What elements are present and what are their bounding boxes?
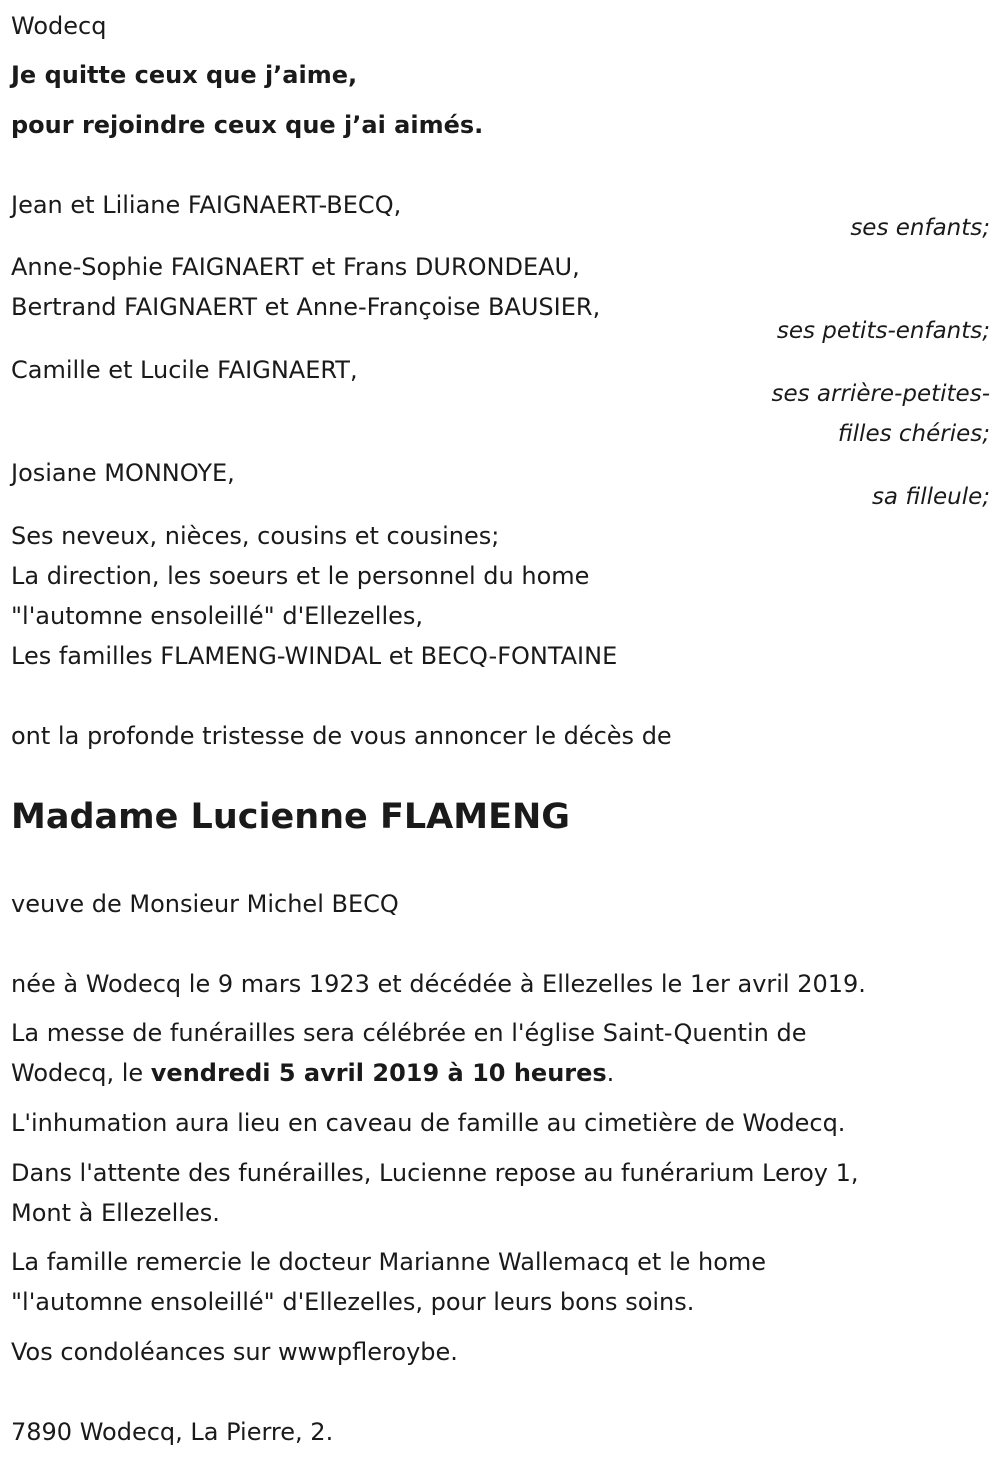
goddaughter-role: sa filleule;: [871, 484, 990, 510]
thanks-line-2: "l'automne ensoleillé" d'Ellezelles, pour leurs bons soins.: [11, 1288, 695, 1316]
others-line-4: Les familles FLAMENG-WINDAL et BECQ-FONTAINE: [11, 642, 618, 670]
mass-line-2: [11, 1053, 614, 1093]
address-text: 7890 Wodecq, La Pierre, 2.: [11, 1418, 334, 1446]
great-grandchildren-names: Camille et Lucile FAIGNAERT,: [11, 356, 358, 384]
goddaughter-name: Josiane MONNOYE,: [11, 459, 235, 487]
condolences-text: Vos condoléances sur wwwpfleroybe.: [11, 1338, 458, 1366]
grandchildren-names-2: Bertrand FAIGNAERT et Anne-Françoise BAUSIER,: [11, 293, 601, 321]
others-line-3: "l'automne ensoleillé" d'Ellezelles,: [11, 602, 424, 630]
announcement-text: ont la profonde tristesse de vous annoncer le décès de: [11, 722, 672, 750]
mass-date-suffix: .: [606, 1059, 615, 1087]
burial-text: L'inhumation aura lieu en caveau de famille au cimetière de Wodecq.: [11, 1109, 846, 1137]
others-line-2: La direction, les soeurs et le personnel du home: [11, 562, 590, 590]
quote-line-2: pour rejoindre ceux que j’ai aimés.: [11, 111, 484, 139]
mass-line-1: La messe de funérailles sera célébrée en l'église Saint-Quentin de: [11, 1019, 807, 1047]
children-role: ses enfants;: [850, 215, 990, 241]
mass-date-prefix: Wodecq, le: [11, 1059, 151, 1087]
grandchildren-names-1: Anne-Sophie FAIGNAERT et Frans DURONDEAU,: [11, 253, 580, 281]
grandchildren-role: ses petits-enfants;: [776, 318, 990, 344]
repose-line-1: Dans l'attente des funérailles, Lucienne repose au funérarium Leroy 1,: [11, 1159, 859, 1187]
others-line-1: Ses neveux, nièces, cousins et cousines;: [11, 522, 500, 550]
great-grandchildren-role-2: filles chéries;: [837, 421, 990, 447]
mass-date: vendredi 5 avril 2019 à 10 heures: [150, 1059, 607, 1087]
birth-death-text: née à Wodecq le 9 mars 1923 et décédée à Ellezelles le 1er avril 2019.: [11, 970, 866, 998]
deceased-name: Madame Lucienne FLAMENG: [11, 797, 571, 837]
location-header: Wodecq: [11, 12, 107, 40]
thanks-line-1: La famille remercie le docteur Marianne Wallemacq et le home: [11, 1248, 767, 1276]
great-grandchildren-role-1: ses arrière-petites-: [771, 381, 990, 407]
repose-line-2: Mont à Ellezelles.: [11, 1199, 220, 1227]
quote-line-1: Je quitte ceux que j’aime,: [11, 61, 358, 89]
widow-of: veuve de Monsieur Michel BECQ: [11, 890, 399, 918]
children-names: Jean et Liliane FAIGNAERT-BECQ,: [11, 191, 402, 219]
